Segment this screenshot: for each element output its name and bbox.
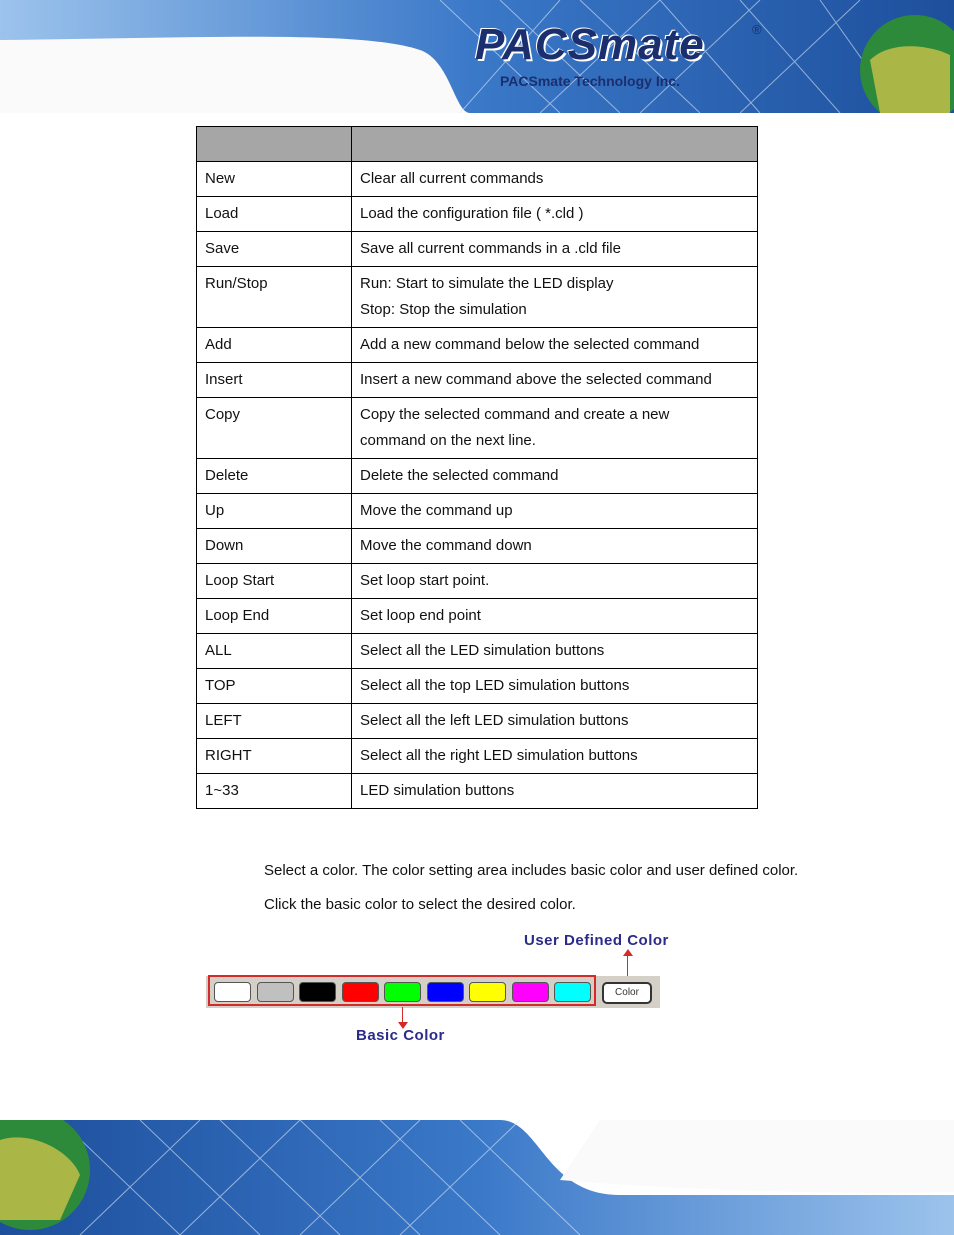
- description-line: Select all the top LED simulation buttons: [360, 677, 630, 694]
- table-row: [197, 328, 758, 363]
- button-name-cell: Copy: [197, 398, 352, 459]
- table-row: [197, 669, 758, 704]
- description-line: Insert a new command above the selected command: [360, 371, 712, 388]
- button-name-cell: Up: [197, 494, 352, 529]
- user-defined-color-label: User Defined Color: [524, 932, 669, 949]
- button-description-cell: [352, 197, 758, 232]
- button-name-cell: Insert: [197, 363, 352, 398]
- table-row: [197, 494, 758, 529]
- arrow-up-icon: [623, 949, 633, 956]
- button-name-cell: RIGHT: [197, 739, 352, 774]
- table-row: [197, 197, 758, 232]
- button-description-cell: [352, 162, 758, 197]
- button-name-cell: Add: [197, 328, 352, 363]
- button-description-cell: [352, 459, 758, 494]
- basic-color-label: Basic Color: [356, 1027, 445, 1044]
- description-line: Select all the right LED simulation buttons: [360, 747, 638, 764]
- button-description-cell: [352, 634, 758, 669]
- table-header-cell: [197, 127, 352, 162]
- description-line: Copy the selected command and create a new: [360, 406, 670, 423]
- button-name-cell: 1~33: [197, 774, 352, 809]
- description-line: Delete the selected command: [360, 467, 559, 484]
- table-header-row: [197, 127, 758, 162]
- button-name-cell: Loop End: [197, 599, 352, 634]
- description-line: Select all the left LED simulation buttons: [360, 712, 629, 729]
- button-description-cell: [352, 232, 758, 267]
- table-row: [197, 398, 758, 459]
- button-name-cell: ALL: [197, 634, 352, 669]
- table-row: [197, 704, 758, 739]
- company-logo-text: PACSmate: [475, 20, 705, 69]
- basic-color-highlight-box: [208, 975, 596, 1006]
- button-name-cell: LEFT: [197, 704, 352, 739]
- button-description-cell: [352, 398, 758, 459]
- description-line: Move the command up: [360, 502, 513, 519]
- color-setting-figure: [204, 928, 684, 1048]
- button-description-cell: [352, 529, 758, 564]
- table-row: [197, 634, 758, 669]
- table-row: [197, 267, 758, 328]
- page-footer-banner: [0, 1120, 954, 1235]
- description-line: Set loop start point.: [360, 572, 490, 589]
- button-name-cell: Save: [197, 232, 352, 267]
- button-name-cell: TOP: [197, 669, 352, 704]
- table-row: [197, 232, 758, 267]
- company-name: PACSmate Technology Inc.: [500, 73, 680, 89]
- button-description-cell: [352, 267, 758, 328]
- table-row: [197, 162, 758, 197]
- description-line: Set loop end point: [360, 607, 481, 624]
- button-name-cell: Run/Stop: [197, 267, 352, 328]
- page-header-banner: [0, 0, 954, 113]
- button-name-cell: Delete: [197, 459, 352, 494]
- button-description-cell: [352, 669, 758, 704]
- description-line: Load the configuration file ( *.cld ): [360, 205, 584, 222]
- user-defined-color-button[interactable]: Color: [602, 982, 652, 1004]
- table-row: [197, 529, 758, 564]
- footer-graphic: [0, 1120, 954, 1235]
- table-row: [197, 599, 758, 634]
- button-name-cell: Down: [197, 529, 352, 564]
- description-line: LED simulation buttons: [360, 782, 515, 799]
- button-description-cell: [352, 494, 758, 529]
- description-line: Save all current commands in a .cld file: [360, 240, 621, 257]
- command-button-table: [196, 126, 758, 809]
- button-description-cell: [352, 363, 758, 398]
- table-row: [197, 363, 758, 398]
- description-line: command on the next line.: [360, 432, 536, 449]
- button-description-cell: [352, 599, 758, 634]
- table-row: [197, 739, 758, 774]
- color-intro-text: Select a color. The color setting area includes basic color and user defined color.: [264, 862, 799, 879]
- button-name-cell: Load: [197, 197, 352, 232]
- description-line: Run: Start to simulate the LED display: [360, 275, 614, 292]
- table-row: [197, 564, 758, 599]
- button-description-cell: [352, 739, 758, 774]
- description-line: Add a new command below the selected command: [360, 336, 700, 353]
- table-row: [197, 774, 758, 809]
- button-description-cell: [352, 704, 758, 739]
- registered-mark: ®: [752, 22, 762, 37]
- button-description-cell: [352, 328, 758, 363]
- color-instruction-text: Click the basic color to select the desired color.: [264, 896, 576, 913]
- button-description-cell: [352, 564, 758, 599]
- table-row: [197, 459, 758, 494]
- button-name-cell: New: [197, 162, 352, 197]
- description-line: Stop: Stop the simulation: [360, 301, 527, 318]
- button-name-cell: Loop Start: [197, 564, 352, 599]
- description-line: Move the command down: [360, 537, 532, 554]
- description-line: Select all the LED simulation buttons: [360, 642, 605, 659]
- button-description-cell: [352, 774, 758, 809]
- table-header-cell: [352, 127, 758, 162]
- description-line: Clear all current commands: [360, 170, 544, 187]
